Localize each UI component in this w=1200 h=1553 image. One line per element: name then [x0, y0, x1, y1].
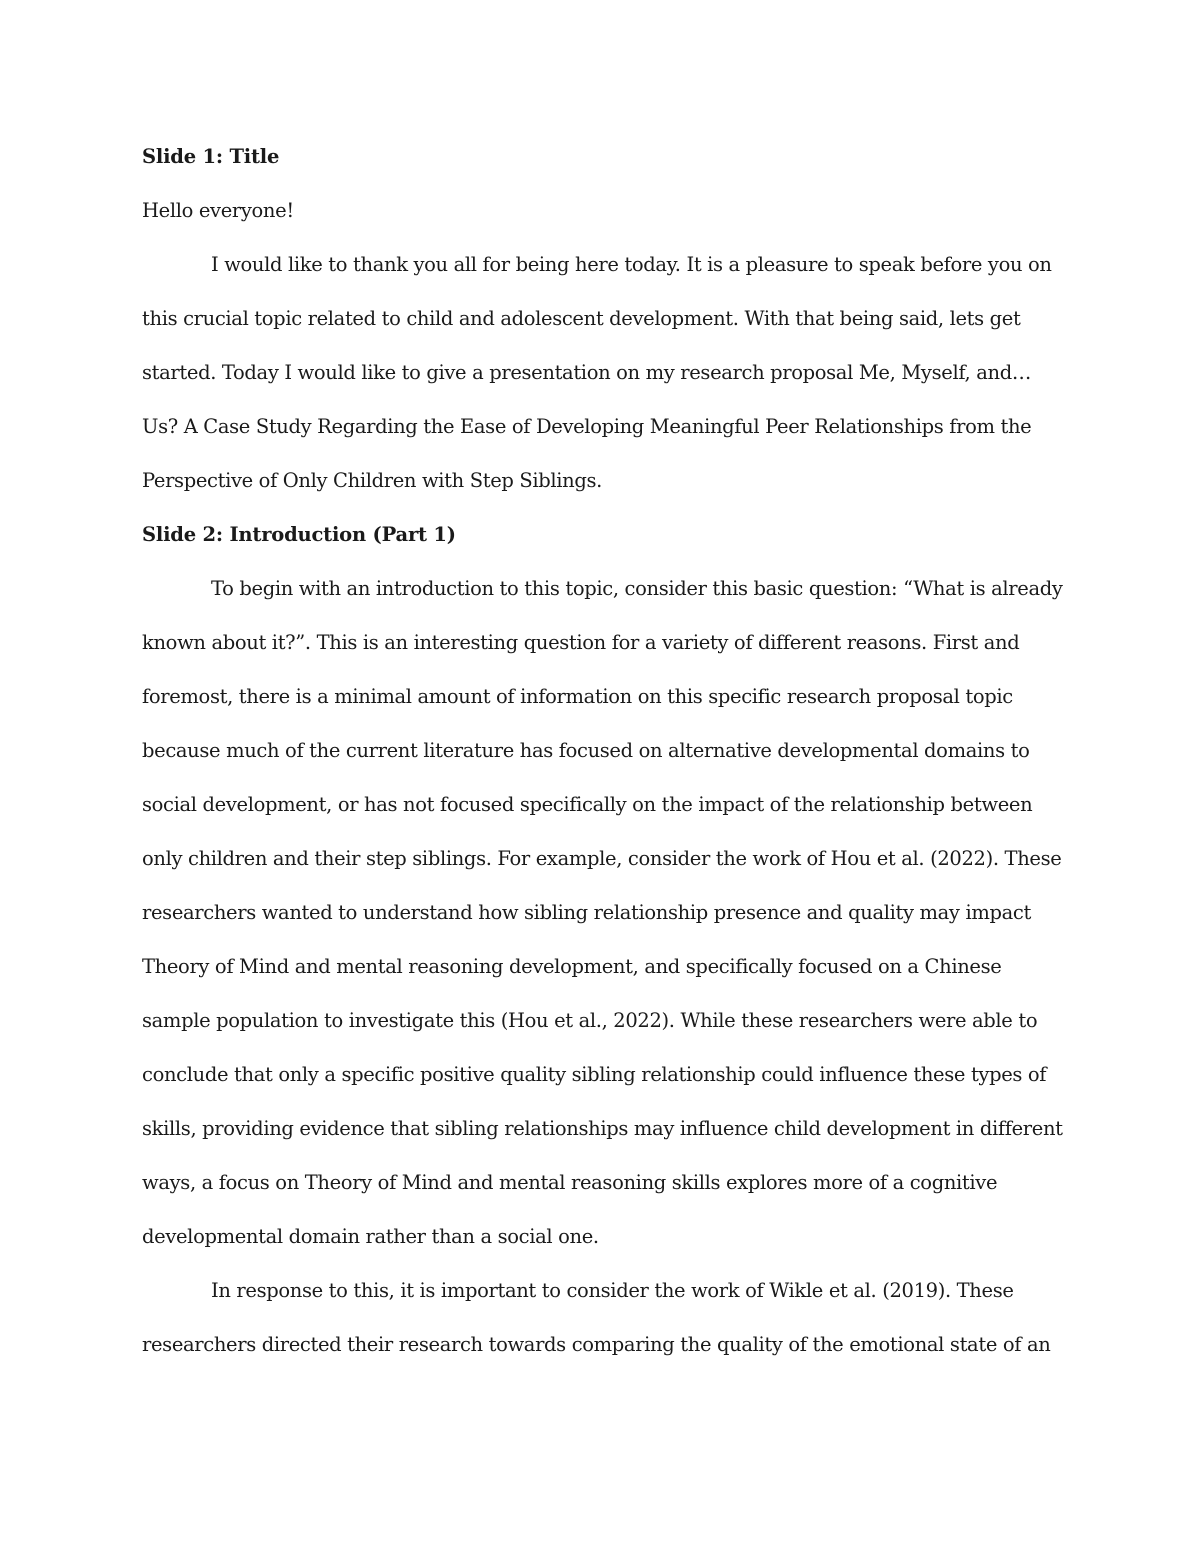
text-line: because much of the current literature has focused on alternative developmental domains to — [142, 739, 1030, 762]
text-line: skills, providing evidence that sibling relationships may influence child development in different — [142, 1117, 1063, 1140]
text-line: only children and their step siblings. For example, consider the work of Hou et al. (2022). These — [142, 847, 1062, 870]
text-line: foremost, there is a minimal amount of information on this specific research proposal topic — [142, 685, 1013, 708]
text-line: ways, a focus on Theory of Mind and mental reasoning skills explores more of a cognitive — [142, 1171, 998, 1194]
text-line: developmental domain rather than a social one. — [142, 1225, 599, 1248]
text-line: sample population to investigate this (Hou et al., 2022). While these researchers were able to — [142, 1009, 1038, 1032]
text-line: conclude that only a specific positive quality sibling relationship could influence these types of — [142, 1063, 1047, 1086]
text-line: social development, or has not focused specifically on the impact of the relationship between — [142, 793, 1033, 816]
slide-2-paragraph-2 — [142, 1264, 1062, 1372]
text-line: known about it?”. This is an interesting question for a variety of different reasons. First and — [142, 631, 1020, 654]
slide-1-paragraph-1 — [142, 238, 1062, 508]
text-line: Us? A Case Study Regarding the Ease of Developing Meaningful Peer Relationships from the — [142, 415, 1032, 438]
text-line: I would like to thank you all for being here today. It is a pleasure to speak before you on — [211, 253, 1052, 276]
document-body — [142, 130, 1062, 1372]
greeting-line: Hello everyone! — [142, 199, 294, 222]
text-line: Perspective of Only Children with Step Siblings. — [142, 469, 603, 492]
text-line: researchers wanted to understand how sibling relationship presence and quality may impact — [142, 901, 1031, 924]
text-line: this crucial topic related to child and adolescent development. With that being said, lets get — [142, 307, 1021, 330]
text-line: In response to this, it is important to consider the work of Wikle et al. (2019). These — [211, 1279, 1014, 1302]
text-line: started. Today I would like to give a presentation on my research proposal Me, Myself, and… — [142, 361, 1031, 384]
text-line: To begin with an introduction to this topic, consider this basic question: “What is already — [211, 577, 1063, 600]
slide-2-paragraph-1 — [142, 562, 1062, 1264]
slide-2-heading: Slide 2: Introduction (Part 1) — [142, 523, 456, 546]
text-line: Theory of Mind and mental reasoning development, and specifically focused on a Chinese — [142, 955, 1002, 978]
text-line: researchers directed their research towards comparing the quality of the emotional state of an — [142, 1333, 1051, 1356]
slide-1-heading: Slide 1: Title — [142, 145, 280, 168]
